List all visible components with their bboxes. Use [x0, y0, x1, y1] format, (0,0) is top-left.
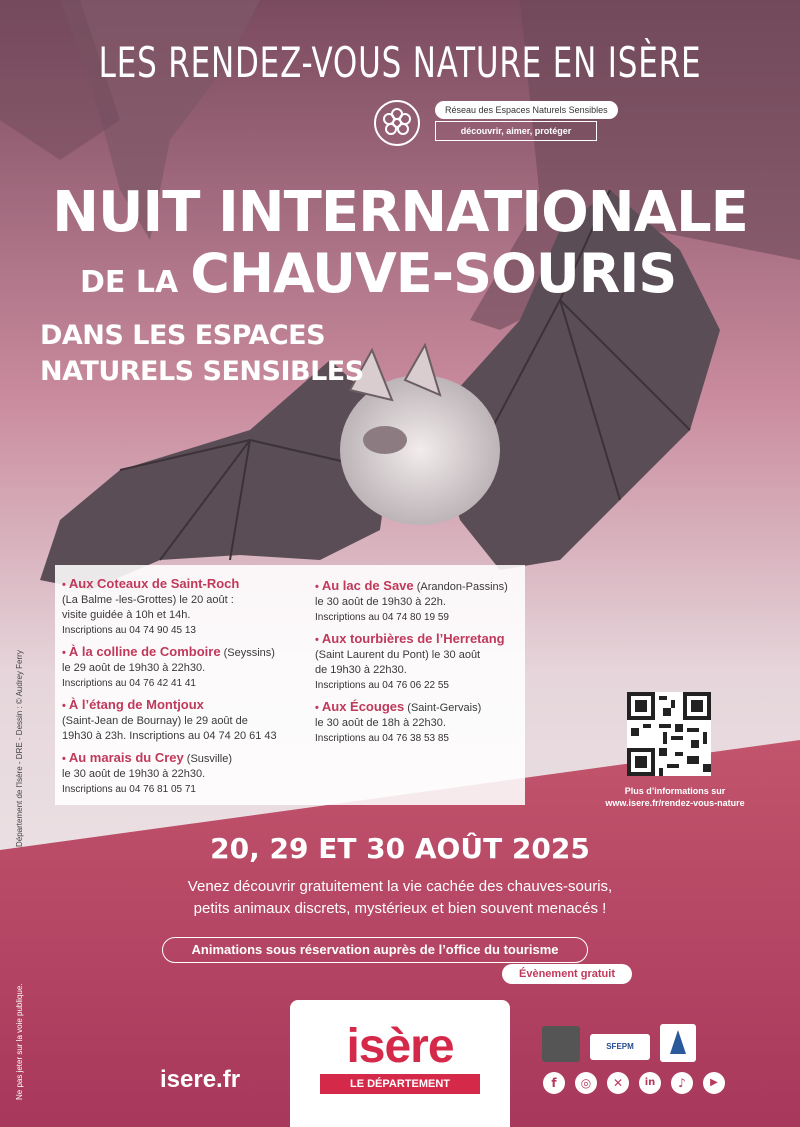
- series-title: LES RENDEZ-VOUS NATURE EN ISÈRE: [98, 38, 702, 87]
- event-dates: 20, 29 ET 30 AOÛT 2025: [210, 832, 590, 865]
- event-phone: Inscriptions au 04 74 80 19 59: [315, 612, 449, 623]
- event-item: • À la colline de Comboire (Seyssins) le 29 août de 19h30 à 22h30. Inscriptions au 04 76 42 41 41: [62, 644, 312, 691]
- event-phone: Inscriptions au 04 76 38 53 85: [315, 733, 449, 744]
- event-name: Au lac de Save: [321, 578, 414, 593]
- headline-chauve-souris: CHAUVE-SOURIS: [190, 242, 677, 305]
- partner-logo-sfepm: [590, 1034, 650, 1060]
- event-item: • À l’étang de Montjoux (Saint-Jean de Bournay) le 29 août de 19h30 à 23h. Inscriptions au 04 74 20 61 43: [62, 697, 312, 744]
- event-detail: (Saint Laurent du Pont) le 30 août: [315, 649, 481, 661]
- event-place: (Arandon-Passins): [416, 581, 508, 593]
- partner-logo-eu: [542, 1026, 580, 1062]
- event-phone: Inscriptions au 04 76 81 05 71: [62, 784, 196, 795]
- qr-code[interactable]: [627, 692, 711, 776]
- linkedin-icon[interactable]: in: [639, 1072, 661, 1094]
- isere-logo-word: isère: [346, 1020, 454, 1073]
- headline-line1: NUIT INTERNATIONALE: [52, 180, 748, 245]
- events-column-right: [315, 578, 530, 752]
- more-info-label: Plus d’informations sur: [624, 786, 726, 796]
- event-name: À la colline de Comboire: [68, 644, 221, 659]
- headline-line2: [80, 242, 676, 305]
- event-description: [0, 876, 800, 920]
- more-info-text: [560, 785, 790, 809]
- event-item: • Au lac de Save (Arandon-Passins) le 30 août de 19h30 à 22h. Inscriptions au 04 74 80 19 59: [315, 578, 530, 625]
- headline-subtitle: [40, 318, 364, 390]
- events-column-left: [62, 576, 312, 803]
- ens-network-label: Réseau des Espaces Naturels Sensibles: [435, 101, 618, 119]
- ens-tagline: découvrir, aimer, protéger: [435, 121, 597, 141]
- event-name: À l’étang de Montjoux: [68, 697, 204, 712]
- event-place: (Seyssins): [223, 647, 275, 659]
- event-phone: Inscriptions au 04 76 06 22 55: [315, 680, 449, 691]
- partner-logo-sfepm-text: SFEPM: [606, 1042, 634, 1051]
- event-name: Aux Coteaux de Saint-Roch: [68, 576, 240, 591]
- event-phone: Inscriptions au 04 74 90 45 13: [62, 625, 196, 636]
- event-detail: (Saint-Jean de Bournay) le 29 août de: [62, 715, 248, 727]
- litter-notice: Ne pas jeter sur la voie publique.: [15, 983, 24, 1100]
- isere-website-link[interactable]: isere.fr: [160, 1066, 241, 1093]
- event-item: • Au marais du Crey (Susville) le 30 août de 19h30 à 22h30. Inscriptions au 04 76 81 05 71: [62, 750, 312, 797]
- tiktok-icon[interactable]: ♪: [671, 1072, 693, 1094]
- description-line2: petits animaux discrets, mystérieux et bien souvent menacés !: [193, 900, 607, 917]
- event-detail: 19h30 à 23h. Inscriptions au 04 74 20 61 43: [62, 730, 277, 742]
- subtitle-line2: NATURELS SENSIBLES: [40, 356, 364, 387]
- event-detail: de 19h30 à 22h30.: [315, 664, 407, 676]
- event-name: Aux tourbières de l’Herretang: [321, 631, 505, 646]
- event-name: Au marais du Crey: [68, 750, 184, 765]
- facebook-icon[interactable]: f: [543, 1072, 565, 1094]
- event-phone: Inscriptions au 04 76 42 41 41: [62, 678, 196, 689]
- ens-flower-icon: [374, 100, 420, 146]
- partner-logo-seine: [660, 1024, 696, 1062]
- event-detail: le 29 août de 19h30 à 22h30.: [62, 662, 206, 674]
- event-name: Aux Écouges: [321, 699, 405, 714]
- more-info-url[interactable]: www.isere.fr/rendez-vous-nature: [605, 798, 745, 808]
- reservation-notice: Animations sous réservation auprès de l’office du tourisme: [162, 937, 588, 963]
- event-item: • Aux Écouges (Saint-Gervais) le 30 août de 18h à 22h30. Inscriptions au 04 76 38 53 85: [315, 699, 530, 746]
- free-event-badge: Évènement gratuit: [502, 964, 632, 984]
- event-detail: le 30 août de 18h à 22h30.: [315, 717, 446, 729]
- description-line1: Venez découvrir gratuitement la vie cachée des chauves-souris,: [187, 878, 613, 895]
- event-detail: (La Balme -les-Grottes) le 20 août :: [62, 594, 234, 606]
- event-item: • Aux tourbières de l’Herretang (Saint Laurent du Pont) le 30 août de 19h30 à 22h30. Inscriptions au 04 76 06 22 55: [315, 631, 530, 693]
- event-item: • Aux Coteaux de Saint-Roch (La Balme -les-Grottes) le 20 août : visite guidée à 10h et 14h. Inscriptions au 04 74 90 45 13: [62, 576, 312, 638]
- subtitle-line1: DANS LES ESPACES: [40, 320, 326, 351]
- event-place: (Susville): [186, 753, 233, 765]
- instagram-icon[interactable]: ◎: [575, 1072, 597, 1094]
- image-credit: Département de l'Isère - DRE - Dessin : © Audrey Ferry: [15, 650, 24, 847]
- youtube-icon[interactable]: ▶: [703, 1072, 725, 1094]
- event-detail: visite guidée à 10h et 14h.: [62, 609, 191, 621]
- x-icon[interactable]: ✕: [607, 1072, 629, 1094]
- event-detail: le 30 août de 19h30 à 22h30.: [62, 768, 206, 780]
- event-place: (Saint-Gervais): [407, 702, 482, 714]
- isere-logo-band: LE DÉPARTEMENT: [320, 1074, 480, 1094]
- headline-de-la: DE LA: [80, 265, 179, 300]
- event-detail: le 30 août de 19h30 à 22h.: [315, 596, 446, 608]
